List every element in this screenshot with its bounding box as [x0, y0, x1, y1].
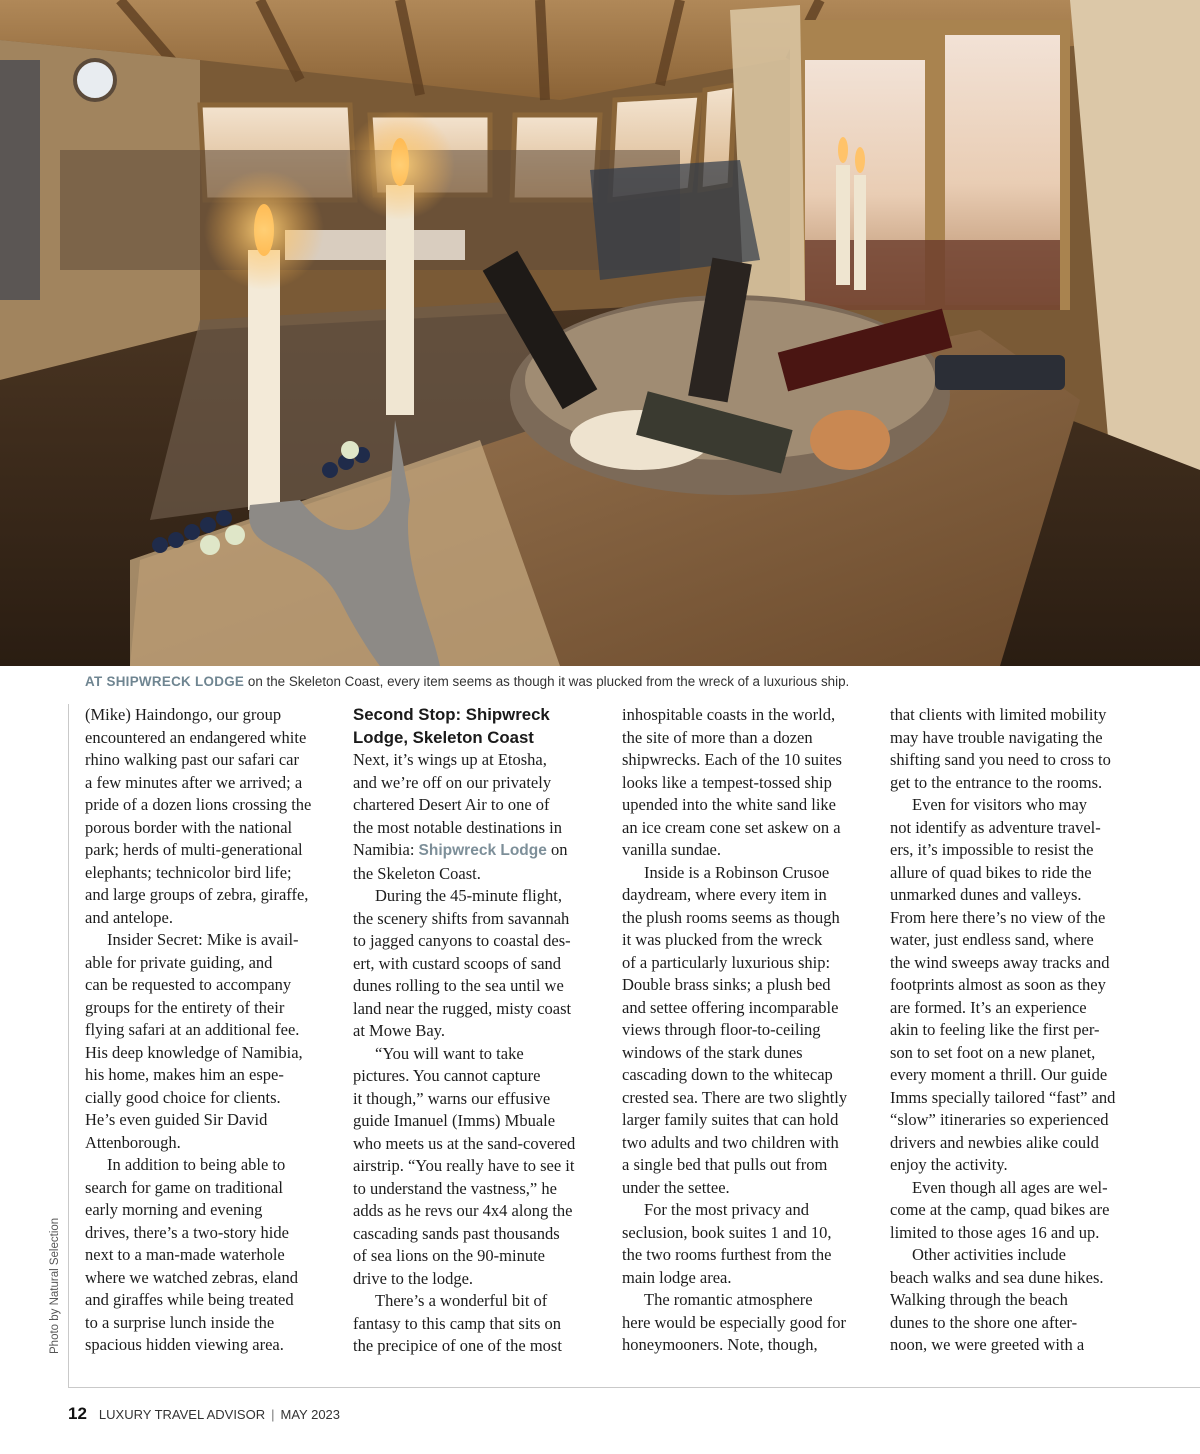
- text-line: the two rooms furthest from the: [622, 1245, 832, 1264]
- text-line: and settee offering incomparable: [622, 997, 839, 1017]
- text-line: able for private guiding, and: [85, 952, 273, 972]
- text-line: The romantic atmosphere: [644, 1290, 813, 1309]
- text-line: groups for the entirety of their: [85, 997, 285, 1017]
- text-line: Double brass sinks; a plush bed: [622, 975, 831, 994]
- pre-link-text: Namibia:: [353, 840, 419, 859]
- text-line: drivers and newbies alike could: [890, 1132, 1099, 1152]
- text-line: spacious hidden viewing area.: [85, 1335, 284, 1354]
- text-line: the Skeleton Coast.: [353, 863, 481, 883]
- text-line: “slow” itineraries so experienced: [890, 1110, 1109, 1129]
- text-line: flying safari at an additional fee.: [85, 1020, 300, 1039]
- article-column-1: [85, 704, 327, 1357]
- section-heading-line-2: Lodge, Skeleton Coast: [353, 727, 534, 747]
- text-line: dunes to the shore one after-: [890, 1312, 1078, 1332]
- text-line: windows of the stark dunes: [622, 1042, 803, 1062]
- text-line: a single bed that pulls out from: [622, 1155, 828, 1174]
- article-column-2-body: [353, 749, 595, 1358]
- text-line: unmarked dunes and valleys.: [890, 885, 1082, 904]
- article-column-4: [890, 704, 1132, 1357]
- text-line: upended into the white sand like: [622, 795, 836, 814]
- publication-name: LUXURY TRAVEL ADVISOR: [98, 1407, 266, 1422]
- text-line: guide Imanuel (Imms) Mbuale: [353, 1111, 556, 1130]
- page-number: 12: [68, 1404, 87, 1423]
- text-line: looks like a tempest-tossed ship: [622, 772, 832, 792]
- text-line: larger family suites that can hold: [622, 1110, 839, 1129]
- text-line: “You will want to take: [375, 1043, 524, 1063]
- text-line: ert, with custard scoops of sand: [353, 953, 562, 973]
- text-line: inhospitable coasts in the world,: [622, 705, 836, 724]
- text-line: drives, there’s a two-story hide: [85, 1222, 289, 1242]
- text-line: Even for visitors who may: [912, 795, 1088, 814]
- text-line: In addition to being able to: [107, 1155, 286, 1174]
- page-rule-vertical: [68, 704, 69, 1388]
- issue-date: MAY 2023: [280, 1407, 341, 1422]
- text-line: that clients with limited mobility: [890, 705, 1107, 724]
- text-line: pride of a dozen lions crossing the: [85, 795, 312, 814]
- text-line: beach walks and sea dune hikes.: [890, 1267, 1104, 1287]
- text-line: honeymooners. Note, though,: [622, 1335, 818, 1354]
- text-line: rhino walking past our safari car: [85, 750, 299, 769]
- text-line: and giraffes while being treated: [85, 1290, 294, 1309]
- post-link-text: on: [546, 840, 568, 859]
- text-line: footprints almost as soon as they: [890, 975, 1106, 994]
- text-line: to jagged canyons to coastal des-: [353, 931, 571, 950]
- text-line: [353, 839, 595, 863]
- text-line: There’s a wonderful bit of: [375, 1291, 548, 1310]
- text-line: here would be especially good for: [622, 1312, 847, 1332]
- text-line: allure of quad bikes to ride the: [890, 862, 1092, 882]
- text-line: at Mowe Bay.: [353, 1021, 445, 1040]
- text-line: two adults and two children with: [622, 1132, 839, 1152]
- text-line: seclusion, book suites 1 and 10,: [622, 1222, 832, 1242]
- text-line: are formed. It’s an experience: [890, 997, 1087, 1017]
- text-line: (Mike) Haindongo, our group: [85, 705, 282, 724]
- text-line: to understand the vastness,” he: [353, 1178, 557, 1198]
- text-line: son to set foot on a new planet,: [890, 1042, 1096, 1062]
- shipwreck-lodge-link[interactable]: Shipwreck Lodge: [418, 842, 547, 859]
- text-line: Other activities include: [912, 1245, 1066, 1264]
- text-line: cascading down to the whitecap: [622, 1065, 833, 1084]
- article-column-3: [622, 704, 864, 1357]
- text-line: the scenery shifts from savannah: [353, 908, 570, 928]
- text-line: get to the entrance to the rooms.: [890, 772, 1103, 792]
- text-line: it though,” warns our effusive: [353, 1088, 551, 1108]
- text-line: adds as he revs our 4x4 along the: [353, 1201, 573, 1220]
- text-line: and large groups of zebra, giraffe,: [85, 885, 309, 904]
- text-line: under the settee.: [622, 1177, 730, 1197]
- text-line: airstrip. “You really have to see it: [353, 1156, 575, 1175]
- text-line: Insider Secret: Mike is avail-: [107, 930, 299, 949]
- text-line: During the 45-minute flight,: [375, 886, 562, 905]
- text-line: For the most privacy and: [644, 1200, 809, 1219]
- text-line: views through floor-to-ceiling: [622, 1020, 821, 1039]
- text-line: the most notable destinations in: [353, 817, 562, 837]
- photo-credit: Photo by Natural Selection: [49, 1217, 61, 1354]
- text-line: of sea lions on the 90-minute: [353, 1246, 546, 1265]
- text-line: it was plucked from the wreck: [622, 930, 823, 949]
- article-column-2: [353, 704, 595, 1358]
- text-line: ers, it’s impossible to resist the: [890, 840, 1094, 859]
- page-rule-horizontal: [68, 1387, 1200, 1388]
- text-line: of a particularly luxurious ship:: [622, 952, 831, 972]
- caption-text: on the Skeleton Coast, every item seems as though it was plucked from the wreck of a luxurious ship.: [244, 674, 850, 689]
- text-line: water, just endless sand, where: [890, 930, 1094, 949]
- text-line: Attenborough.: [85, 1132, 181, 1152]
- text-line: main lodge area.: [622, 1267, 732, 1287]
- text-line: the precipice of one of the most: [353, 1336, 562, 1355]
- text-line: can be requested to accompany: [85, 975, 292, 994]
- text-line: noon, we were greeted with a: [890, 1335, 1085, 1354]
- text-line: encountered an endangered white: [85, 727, 307, 747]
- text-line: Next, it’s wings up at Etosha,: [353, 750, 547, 769]
- text-line: Even though all ages are wel-: [912, 1177, 1108, 1197]
- photo-illustration: [0, 0, 1200, 666]
- text-line: an ice cream cone set askew on a: [622, 817, 841, 837]
- text-line: crested sea. There are two slightly: [622, 1087, 848, 1107]
- text-line: porous border with the national: [85, 817, 293, 837]
- text-line: fantasy to this camp that sits on: [353, 1313, 562, 1333]
- text-line: elephants; technicolor bird life;: [85, 862, 292, 882]
- text-line: search for game on traditional: [85, 1177, 283, 1197]
- text-line: his home, makes him an espe-: [85, 1065, 284, 1084]
- text-line: park; herds of multi-generational: [85, 840, 303, 859]
- text-line: limited to those ages 16 and up.: [890, 1222, 1100, 1242]
- text-line: who meets us at the sand-covered: [353, 1133, 576, 1153]
- text-line: Imms specially tailored “fast” and: [890, 1087, 1116, 1107]
- lodge-dining-room-photo: [0, 0, 1200, 666]
- text-line: akin to feeling like the first per-: [890, 1020, 1100, 1039]
- text-line: vanilla sundae.: [622, 840, 721, 859]
- text-line: Walking through the beach: [890, 1290, 1068, 1309]
- text-line: He’s even guided Sir David: [85, 1110, 268, 1129]
- text-line: cially good choice for clients.: [85, 1087, 281, 1107]
- text-line: the plush rooms seems as though: [622, 907, 840, 927]
- text-line: the site of more than a dozen: [622, 727, 813, 747]
- text-line: shipwrecks. Each of the 10 suites: [622, 750, 842, 769]
- text-line: From here there’s no view of the: [890, 907, 1106, 927]
- text-line: may have trouble navigating the: [890, 727, 1103, 747]
- text-line: not identify as adventure travel-: [890, 817, 1101, 837]
- text-line: the wind sweeps away tracks and: [890, 952, 1110, 972]
- text-line: drive to the lodge.: [353, 1268, 474, 1288]
- text-line: pictures. You cannot capture: [353, 1066, 541, 1085]
- text-line: a few minutes after we arrived; a: [85, 772, 303, 792]
- text-line: where we watched zebras, eland: [85, 1267, 299, 1287]
- footer-separator: |: [271, 1407, 275, 1422]
- text-line: every moment a thrill. Our guide: [890, 1065, 1108, 1084]
- text-line: enjoy the activity.: [890, 1155, 1008, 1174]
- text-line: next to a man-made waterhole: [85, 1245, 285, 1264]
- text-line: early morning and evening: [85, 1200, 263, 1219]
- page-footer: [68, 1404, 340, 1424]
- text-line: and we’re off on our privately: [353, 772, 552, 792]
- section-heading-line-1: Second Stop: Shipwreck: [353, 705, 550, 724]
- text-line: Inside is a Robinson Crusoe: [644, 862, 830, 882]
- text-line: come at the camp, quad bikes are: [890, 1200, 1110, 1219]
- text-line: His deep knowledge of Namibia,: [85, 1042, 303, 1062]
- text-line: cascading sands past thousands: [353, 1223, 560, 1243]
- text-line: shifting sand you need to cross to: [890, 750, 1111, 769]
- text-line: daydream, where every item in: [622, 885, 827, 904]
- text-line: land near the rugged, misty coast: [353, 998, 572, 1018]
- photo-caption: [85, 674, 1185, 689]
- text-line: chartered Desert Air to one of: [353, 795, 550, 814]
- text-line: to a surprise lunch inside the: [85, 1312, 275, 1332]
- text-line: dunes rolling to the sea until we: [353, 976, 564, 995]
- text-line: and antelope.: [85, 907, 173, 927]
- caption-lead: AT SHIPWRECK LODGE: [85, 674, 245, 689]
